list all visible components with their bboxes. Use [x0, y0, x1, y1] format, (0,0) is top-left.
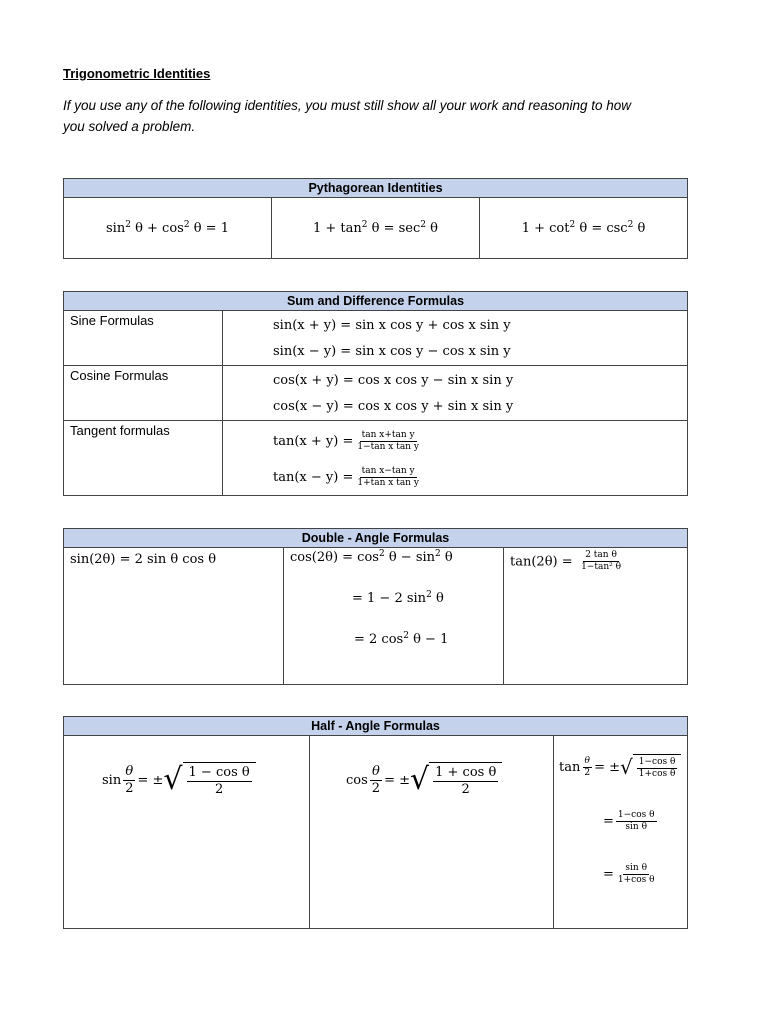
double-angle-sine: sin(2θ) = 2 sin θ cos θ: [64, 548, 284, 685]
page-title: Trigonometric Identities: [63, 66, 211, 81]
half-angle-cosine: cos $\frac{\theta}{2}$ = ± √ $\frac{\text{1 + cos θ}}{2}$: [310, 736, 554, 929]
half-angle-table: [63, 716, 688, 929]
cosine-difference-formula: cos(x − y) = cos x cos y + sin x sin y: [273, 399, 514, 414]
double-angle-tangent: tan(2θ) = $\frac{\text{2 tan θ}}{\text{1−tan² θ}}$: [504, 548, 688, 685]
double-angle-header: Double - Angle Formulas: [64, 529, 688, 548]
double-angle-cosine-1: $\cos(2\theta) = \cos^2 \theta - \sin^2 \theta$: [290, 549, 453, 565]
pythagorean-identity-3: $1 + \cot^2 \theta = \csc^2 \theta$: [480, 198, 688, 259]
intro-paragraph: If you use any of the following identities, you must still show all your work and reasoning to how you solved a problem.: [63, 98, 632, 134]
tangent-formulas: [223, 421, 688, 496]
double-angle-cosine-2: = 1 − 2 $\sin^2 \theta$: [352, 590, 444, 606]
cosine-formulas: [223, 366, 688, 421]
cosine-sum-formula: cos(x + y) = cos x cos y − sin x sin y: [273, 373, 514, 388]
half-angle-tangent-2: = $\frac{\text{1−cos θ}}{\text{sin θ}}$: [603, 810, 655, 832]
pythagorean-identity-2: $1 + \tan^2 \theta = \sec^2 \theta$: [272, 198, 480, 259]
half-angle-sine: sin $\frac{\theta}{2}$ = ± √ $\frac{\text{1 − cos θ}}{2}$: [64, 736, 310, 929]
half-angle-tangent-3: = $\frac{\text{sin θ}}{\text{1+cos θ}}$: [603, 863, 655, 885]
double-angle-cosine: [284, 548, 504, 685]
half-angle-tangent: [554, 736, 688, 929]
tangent-sum-formula: tan(x + y) = $\frac{\text{tan x+tan y}}{\text{1−tan x tan y}}$: [273, 429, 419, 452]
double-angle-cosine-3: = 2 $\cos^2 \theta - 1$: [354, 631, 449, 647]
pythagorean-identity-1: $\sin^2 \theta + \cos^2 \theta = 1$: [64, 198, 272, 259]
sine-formulas-label: Sine Formulas: [64, 311, 223, 366]
double-angle-table: [63, 528, 688, 685]
cosine-formulas-label: Cosine Formulas: [64, 366, 223, 421]
tangent-formulas-label: Tangent formulas: [64, 421, 223, 496]
sine-formulas: [223, 311, 688, 366]
pythagorean-header: Pythagorean Identities: [64, 179, 688, 198]
half-angle-tangent-1: tan $\frac{\theta}{2}$ = ± √ $\frac{\text{1−cos θ}}{\text{1+cos θ}}$: [559, 754, 687, 780]
tangent-difference-formula: tan(x − y) = $\frac{\text{tan x−tan y}}{\text{1+tan x tan y}}$: [273, 465, 419, 488]
sum-difference-header: Sum and Difference Formulas: [64, 292, 688, 311]
half-angle-header: Half - Angle Formulas: [64, 717, 688, 736]
sine-sum-formula: sin(x + y) = sin x cos y + cos x sin y: [273, 318, 511, 333]
pythagorean-table: [63, 178, 688, 259]
sum-difference-table: [63, 291, 688, 496]
sine-difference-formula: sin(x − y) = sin x cos y − cos x sin y: [273, 344, 511, 359]
